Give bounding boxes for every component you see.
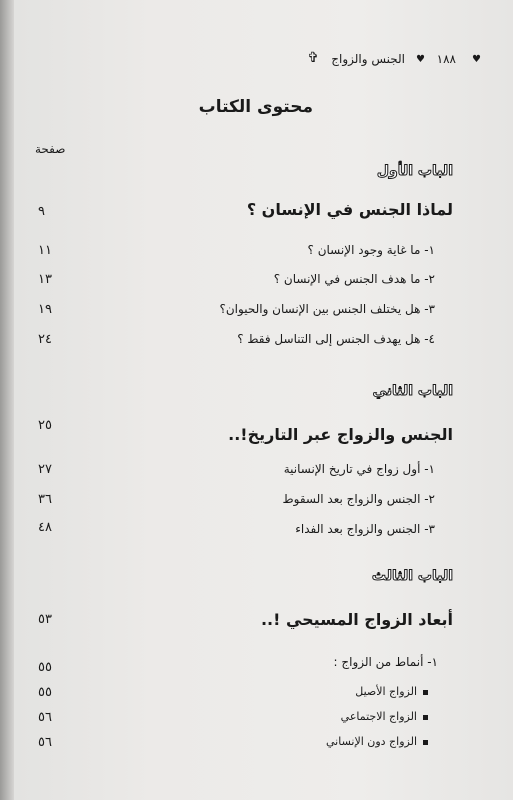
- toc-item-page: ١٣: [38, 272, 52, 287]
- toc-item: ٣- الجنس والزواج بعد الفداء: [295, 522, 435, 536]
- toc-item: ٤- هل يهدف الجنس إلى التناسل فقط ؟: [237, 332, 435, 346]
- toc-item: ٣- هل يختلف الجنس بين الإنسان والحيوان؟: [219, 302, 435, 316]
- chapter-page-number: ٥٣: [38, 612, 52, 627]
- toc-item: ٢- ما هدف الجنس في الإنسان ؟: [273, 272, 435, 286]
- toc-item-page: ١٩: [38, 302, 52, 317]
- part-label: الباب الثاني: [372, 383, 453, 399]
- toc-item: ١- ما غاية وجود الإنسان ؟: [307, 243, 435, 257]
- heart-icon: ♥: [416, 54, 425, 65]
- toc-item-page: ٢٧: [38, 462, 52, 477]
- toc-item: ٢- الجنس والزواج بعد السقوط: [282, 492, 435, 506]
- heart-icon: ♥: [472, 54, 481, 65]
- chapter-page-number: ٢٥: [38, 418, 52, 433]
- toc-item-page: ٥٥: [38, 660, 52, 675]
- chapter-title: لماذا الجنس في الإنسان ؟: [246, 200, 453, 219]
- toc-subitem: الزواج الأصيل: [355, 685, 428, 698]
- toc-item-page: ٥٦: [38, 735, 52, 750]
- header-page-number: ١٨٨: [436, 52, 456, 66]
- header-book-title: الجنس والزواج: [331, 52, 405, 66]
- page-column-label: صفحة: [35, 142, 66, 156]
- chapter-title: الجنس والزواج عبر التاريخ!..: [228, 425, 453, 444]
- page-spine-shadow: [0, 0, 14, 800]
- toc-item: ١- أول زواج في تاريخ الإنسانية: [283, 462, 435, 476]
- chapter-title: أبعاد الزواج المسيحي !..: [260, 610, 453, 629]
- toc-item-page: ٢٤: [38, 332, 52, 347]
- toc-subitem: الزواج دون الإنساني: [326, 735, 428, 748]
- part-label: الباب الثالث: [371, 568, 453, 584]
- toc-item: ١- أنماط من الزواج :: [333, 655, 438, 669]
- toc-item-page: ٥٥: [38, 685, 52, 700]
- toc-item-page: ٥٦: [38, 710, 52, 725]
- part-label: الباب الأول: [376, 163, 453, 179]
- bullet-icon: [423, 740, 428, 745]
- toc-title: محتوى الكتاب: [198, 97, 313, 117]
- running-header: [0, 52, 513, 72]
- chapter-page-number: ٩: [38, 204, 45, 219]
- toc-item-page: ١١: [38, 243, 52, 258]
- toc-item-page: ٣٦: [38, 492, 52, 507]
- bullet-icon: [423, 715, 428, 720]
- toc-subitem: الزواج الاجتماعي: [341, 710, 428, 723]
- toc-item-page: ٤٨: [38, 520, 52, 535]
- cross-icon: ✞: [307, 50, 319, 66]
- bullet-icon: [423, 690, 428, 695]
